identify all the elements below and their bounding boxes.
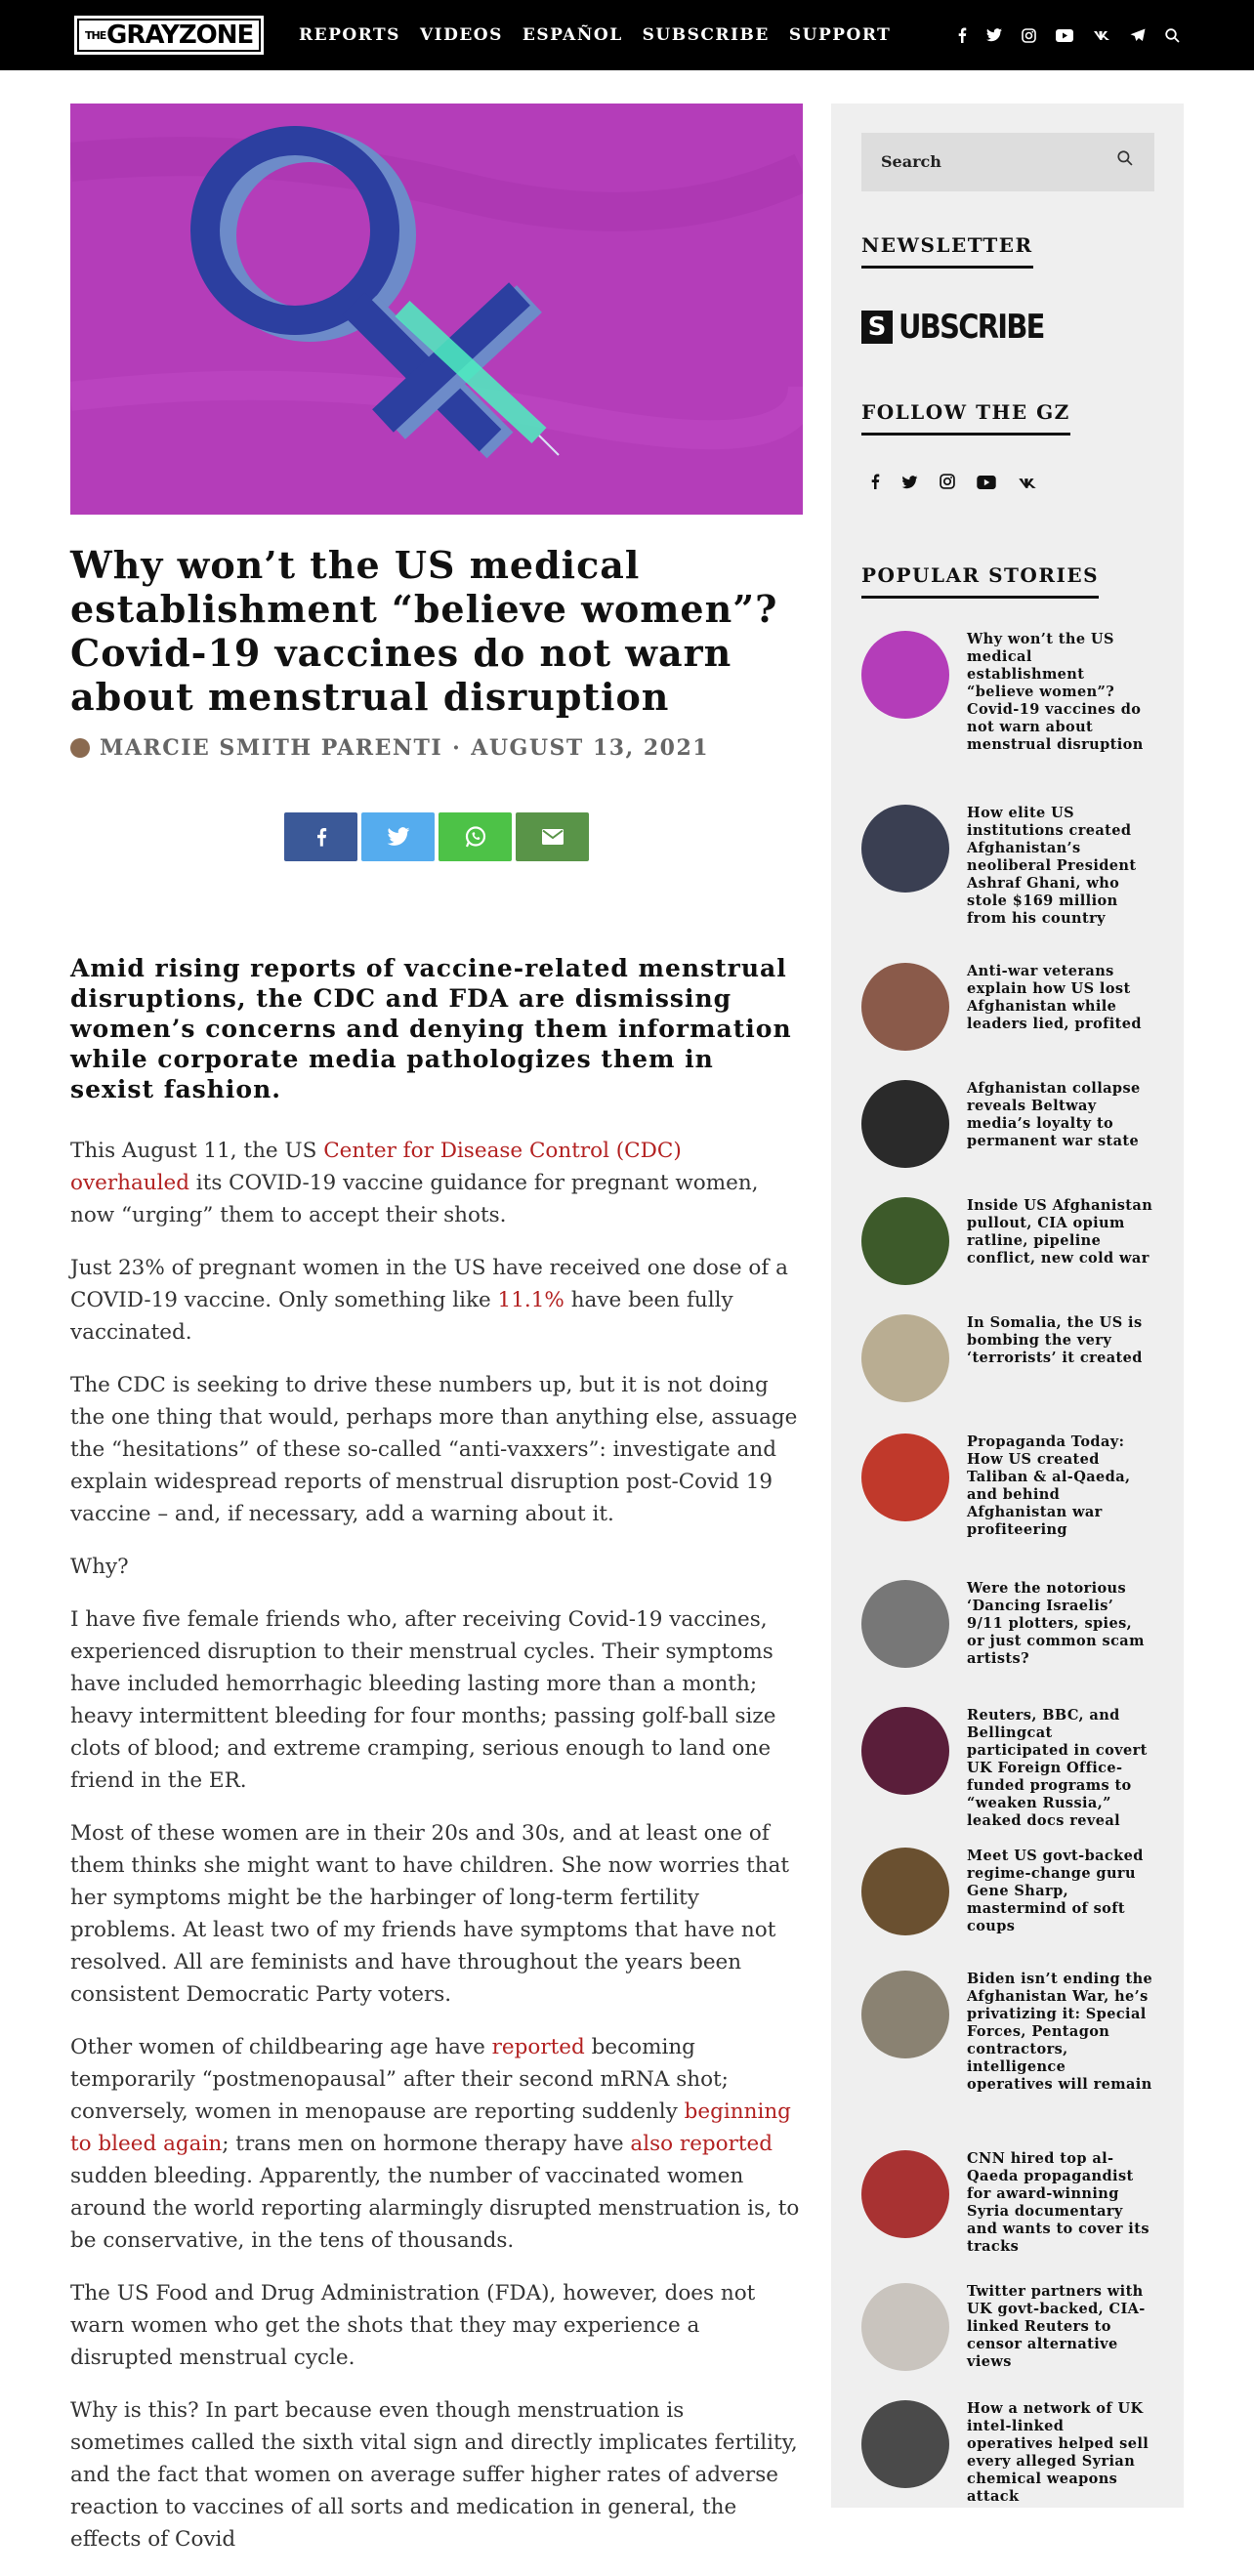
story-title[interactable]: CNN hired top al-Qaeda propagandist for award-winning Syria documentary and wants to cover its tracks xyxy=(967,2150,1150,2255)
facebook-icon[interactable] xyxy=(870,474,880,494)
vk-icon[interactable] xyxy=(1093,30,1110,41)
twitter-icon xyxy=(387,827,410,847)
search-icon[interactable] xyxy=(1117,150,1133,171)
search-icon[interactable] xyxy=(1165,28,1180,43)
publish-date: AUGUST 13, 2021 xyxy=(471,735,710,761)
popular-story-item[interactable] xyxy=(861,1580,1154,1668)
nav-videos[interactable]: VIDEOS xyxy=(419,25,503,45)
header-social-icons xyxy=(957,0,1180,70)
paragraph-1 xyxy=(70,1135,803,1231)
cdc-overhauled-link[interactable]: Center for Disease Control (CDC) overhauled xyxy=(70,1139,682,1195)
story-title[interactable]: Reuters, BBC, and Bellingcat participated in covert UK Foreign Office-funded programs to “weaken Russia,” leaked docs reveal xyxy=(967,1707,1148,1829)
text: have been fully vaccinated. xyxy=(70,1288,733,1345)
telegram-icon[interactable] xyxy=(1130,28,1146,42)
share-email-button[interactable] xyxy=(516,812,589,861)
story-title[interactable]: In Somalia, the US is bombing the very ‘terrorists’ it created xyxy=(967,1314,1143,1366)
popular-story-item[interactable] xyxy=(861,805,1154,928)
story-title[interactable]: Propaganda Today: How US created Taliban & al-Qaeda, and behind Afghanistan war profiteering xyxy=(967,1433,1131,1538)
search-input[interactable]: Search xyxy=(881,152,941,171)
author-avatar[interactable] xyxy=(70,738,90,758)
popular-story-item[interactable] xyxy=(861,631,1154,754)
also-reported-link[interactable]: also reported xyxy=(630,2132,773,2156)
reported-link[interactable]: reported xyxy=(491,2035,585,2059)
newsletter-heading: NEWSLETTER xyxy=(861,233,1033,269)
vaccinated-percent-link[interactable]: 11.1% xyxy=(497,1288,564,1312)
popular-story-item[interactable] xyxy=(861,1197,1154,1285)
main-nav xyxy=(299,0,891,70)
popular-story-item[interactable] xyxy=(861,2283,1154,2371)
bleed-again-link[interactable]: beginning to bleed again xyxy=(70,2099,791,2156)
story-thumbnail[interactable] xyxy=(861,1433,949,1521)
popular-story-item[interactable] xyxy=(861,1848,1154,1935)
story-thumbnail[interactable] xyxy=(861,805,949,893)
paragraph-8: The US Food and Drug Administration (FDA), however, does not warn women who get the shots that they may experience a disrupted menstrual cycle. xyxy=(70,2281,756,2370)
story-title[interactable]: Anti-war veterans explain how US lost Afghanistan while leaders lied, profited xyxy=(967,963,1142,1032)
twitter-icon[interactable] xyxy=(986,28,1002,42)
popular-story-item[interactable] xyxy=(861,1971,1154,2094)
story-title[interactable]: Afghanistan collapse reveals Beltway media’s loyalty to permanent war state xyxy=(967,1080,1141,1149)
popular-story-item[interactable] xyxy=(861,1707,1154,1830)
story-title[interactable]: Twitter partners with UK govt-backed, CIA-linked Reuters to censor alternative views xyxy=(967,2283,1146,2370)
popular-story-item[interactable] xyxy=(861,963,1154,1051)
story-thumbnail[interactable] xyxy=(861,1080,949,1168)
youtube-icon[interactable] xyxy=(977,474,996,494)
paragraph-9: Why is this? In part because even though menstruation is sometimes called the sixth vital sign and directly implicates fertility, and the fact that women on average suffer higher rates of adverse reaction to vaccines of all sorts and medication in general, the effects of Covid xyxy=(70,2398,798,2552)
hero-image xyxy=(70,104,803,515)
share-facebook-button[interactable] xyxy=(284,812,357,861)
story-thumbnail[interactable] xyxy=(861,2400,949,2488)
story-thumbnail[interactable] xyxy=(861,1848,949,1935)
paragraph-6: Most of these women are in their 20s and 30s, and at least one of them thinks she might want to have children. She now worries that her symptoms might be the harbinger of long-term fertility problems. At least two of my friends have symptoms that have not resolved. All are feminists and have throughout the years been consistent Democratic Party voters. xyxy=(70,1821,790,2007)
logo-text: GRAYZONE xyxy=(106,21,254,50)
text: Just 23% of pregnant women in the US have received one dose of a COVID-19 vaccine. Only something like xyxy=(70,1256,788,1312)
nav-reports[interactable]: REPORTS xyxy=(299,25,400,45)
nav-subscribe[interactable]: SUBSCRIBE xyxy=(642,25,770,45)
story-thumbnail[interactable] xyxy=(861,1314,949,1402)
facebook-icon[interactable] xyxy=(957,27,967,43)
subscribe-banner[interactable] xyxy=(861,308,1069,347)
sidebar xyxy=(831,104,1184,2508)
vk-icon[interactable] xyxy=(1018,474,1037,494)
article-main xyxy=(70,104,803,515)
youtube-icon[interactable] xyxy=(1056,29,1073,42)
site-logo[interactable] xyxy=(74,14,264,57)
share-twitter-button[interactable] xyxy=(361,812,435,861)
popular-story-item[interactable] xyxy=(861,1314,1154,1402)
article-body xyxy=(70,1135,803,2576)
nav-support[interactable]: SUPPORT xyxy=(788,25,892,45)
follow-social-icons xyxy=(870,474,1037,494)
share-buttons xyxy=(284,812,589,861)
story-title[interactable]: How elite US institutions created Afghanistan’s neoliberal President Ashraf Ghani, who stole $169 million from his country xyxy=(967,805,1137,927)
text: its COVID-19 vaccine guidance for pregnant women, now “urging” them to accept their shots. xyxy=(70,1171,759,1227)
article-title: Why won’t the US medical establishment “believe women”? Covid-19 vaccines do not warn about menstrual disruption xyxy=(70,543,778,719)
story-title[interactable]: Were the notorious ‘Dancing Israelis’ 9/11 plotters, spies, or just common scam artists? xyxy=(967,1580,1145,1667)
instagram-icon[interactable] xyxy=(1022,28,1036,43)
article-lead: Amid rising reports of vaccine-related menstrual disruptions, the CDC and FDA are dismissing women’s concerns and denying them information while corporate media pathologizes them in sexist fashion. xyxy=(70,954,792,1103)
story-thumbnail[interactable] xyxy=(861,963,949,1051)
story-thumbnail[interactable] xyxy=(861,1197,949,1285)
paragraph-7 xyxy=(70,2031,803,2257)
text: This August 11, the US xyxy=(70,1139,324,1163)
story-title[interactable]: Meet US govt-backed regime-change guru Gene Sharp, mastermind of soft coups xyxy=(967,1848,1144,1934)
text: becoming temporarily “postmenopausal” after their second mRNA shot; conversely, women in menopause are reporting suddenly xyxy=(70,2035,729,2124)
paragraph-2 xyxy=(70,1252,803,1349)
text: sudden bleeding. Apparently, the number of vaccinated women around the world reporting alarmingly disrupted menstruation is, to be conservative, in the tens of thousands. xyxy=(70,2164,800,2253)
email-icon xyxy=(542,829,564,845)
facebook-icon xyxy=(315,826,327,848)
story-title[interactable]: How a network of UK intel-linked operatives helped sell every alleged Syrian chemical weapons attack xyxy=(967,2400,1150,2505)
subscribe-text: UBSCRIBE xyxy=(899,308,1044,347)
paragraph-3: The CDC is seeking to drive these numbers up, but it is not doing the one thing that would, perhaps more than anything else, assuage the “hesitations” of these so-called “anti-vaxxers”: investigate and explain widespread reports of menstrual disruption post-Covid 19 vaccine – and, if necessary, add a warning about it. xyxy=(70,1373,798,1526)
venus-syringe-illustration xyxy=(70,104,803,515)
story-thumbnail[interactable] xyxy=(861,2150,949,2238)
sidebar-search[interactable] xyxy=(861,133,1154,191)
nav-espanol[interactable]: ESPAÑOL xyxy=(522,25,623,45)
follow-heading: FOLLOW THE GZ xyxy=(861,400,1070,436)
paragraph-4: Why? xyxy=(70,1555,129,1579)
top-navigation-bar xyxy=(0,0,1254,70)
popular-story-item[interactable] xyxy=(861,2400,1154,2506)
story-thumbnail[interactable] xyxy=(861,631,949,719)
story-title[interactable]: Biden isn’t ending the Afghanistan War, he’s privatizing it: Special Forces, Pentagon contractors, intelligence operatives will remain xyxy=(967,1971,1153,2093)
paragraph-5: I have five female friends who, after receiving Covid-19 vaccines, experienced disruption to their menstrual cycles. Their symptoms have included hemorrhagic bleeding lasting more than a month; heavy intermittent bleeding for four months; passing golf-ball size clots of blood; and extreme cramping, serious enough to land one friend in the ER. xyxy=(70,1607,776,1793)
subscribe-logo-box: S xyxy=(861,311,893,344)
twitter-icon[interactable] xyxy=(901,474,918,494)
whatsapp-icon xyxy=(464,825,487,849)
text: Other women of childbearing age have xyxy=(70,2035,492,2059)
story-title[interactable]: Why won’t the US medical establishment “believe women”? Covid-19 vaccines do not warn about menstrual disruption xyxy=(967,631,1144,753)
story-title[interactable]: Inside US Afghanistan pullout, CIA opium ratline, pipeline conflict, new cold war xyxy=(967,1197,1153,1267)
author-name[interactable]: MARCIE SMITH PARENTI xyxy=(100,735,443,761)
story-thumbnail[interactable] xyxy=(861,1580,949,1668)
popular-stories-heading: POPULAR STORIES xyxy=(861,563,1099,599)
byline xyxy=(70,734,803,762)
popular-story-item[interactable] xyxy=(861,1080,1154,1168)
text: ; trans men on hormone therapy have xyxy=(222,2132,631,2156)
popular-story-item[interactable] xyxy=(861,2150,1154,2256)
story-thumbnail[interactable] xyxy=(861,2283,949,2371)
logo-the: THE xyxy=(85,29,106,42)
popular-story-item[interactable] xyxy=(861,1433,1154,1539)
story-thumbnail[interactable] xyxy=(861,1707,949,1795)
story-thumbnail[interactable] xyxy=(861,1971,949,2058)
share-whatsapp-button[interactable] xyxy=(439,812,512,861)
byline-separator: · xyxy=(452,735,462,761)
instagram-icon[interactable] xyxy=(940,474,955,494)
